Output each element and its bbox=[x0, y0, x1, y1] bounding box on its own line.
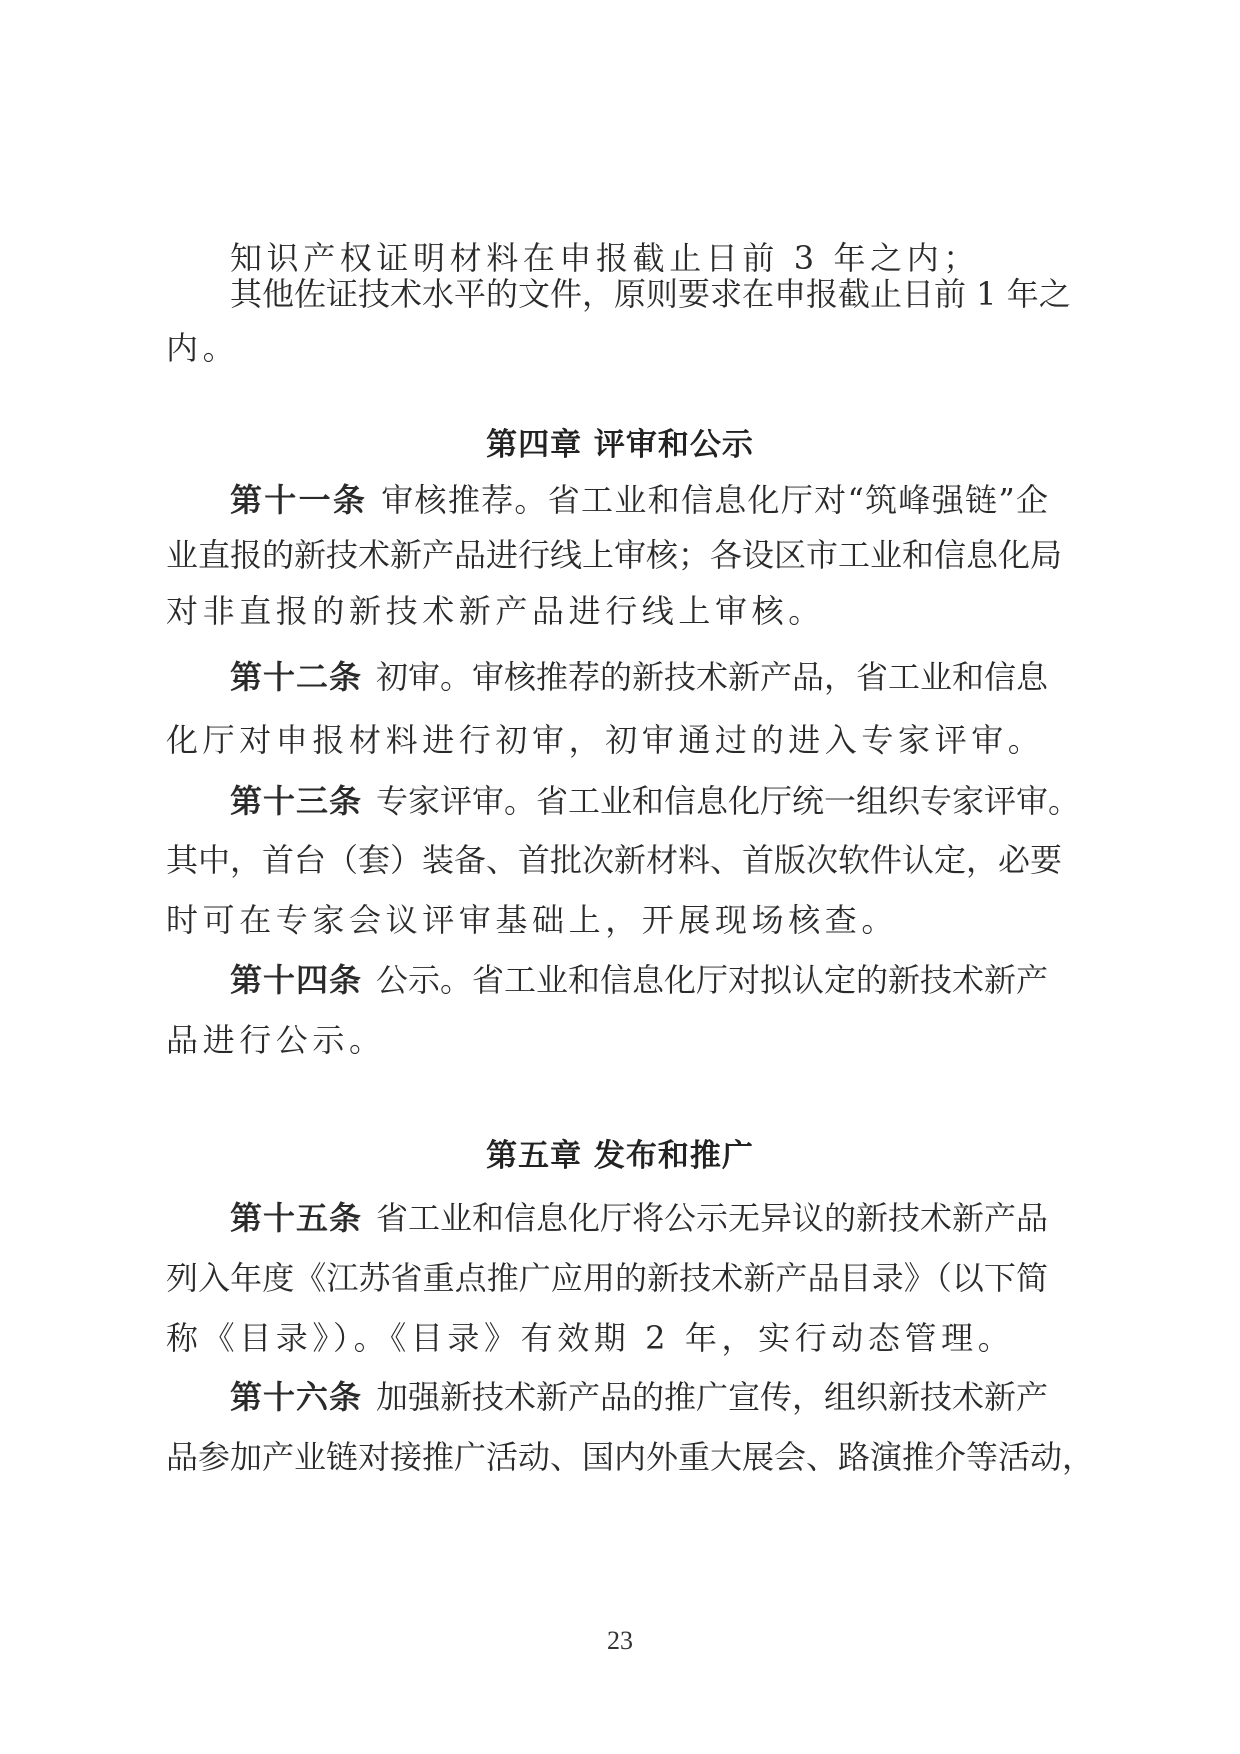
article-12-line bbox=[230, 657, 1048, 697]
article-text: 专家评审。省工业和信息化厅统一组织专家评审。 bbox=[376, 782, 1081, 820]
page-number: 23 bbox=[607, 1626, 633, 1655]
article-11-line bbox=[230, 480, 1048, 520]
article-label: 第十六条 bbox=[230, 1378, 363, 1416]
article-label: 第十一条 bbox=[230, 481, 368, 519]
article-text: 审核推荐。省工业和信息化厅对“筑峰强链”企 bbox=[381, 481, 1048, 519]
paragraph-line: 知识产权证明材料在申报截止日前 3 年之内； bbox=[230, 239, 980, 277]
paragraph-line: 品进行公示。 bbox=[166, 1021, 386, 1059]
article-text: 省工业和信息化厅将公示无异议的新技术新产品 bbox=[376, 1199, 1049, 1237]
paragraph-line: 内。 bbox=[166, 329, 240, 367]
article-label: 第十二条 bbox=[230, 658, 363, 696]
paragraph-line: 品参加产业链对接推广活动、国内外重大展会、路演推介等活动， bbox=[166, 1438, 1095, 1476]
paragraph-line: 对非直报的新技术新产品进行线上审核。 bbox=[166, 592, 825, 630]
paragraph-line: 其他佐证技术水平的文件，原则要求在申报截止日前 1 年之 bbox=[230, 275, 1071, 313]
paragraph-line: 化厅对申报材料进行初审，初审通过的进入专家评审。 bbox=[166, 721, 1045, 759]
paragraph-line: 业直报的新技术新产品进行线上审核；各设区市工业和信息化局 bbox=[166, 536, 1063, 574]
article-14-line bbox=[230, 960, 1048, 1000]
article-13-line bbox=[230, 781, 1081, 821]
article-label: 第十五条 bbox=[230, 1199, 363, 1237]
article-text: 初审。审核推荐的新技术新产品，省工业和信息 bbox=[376, 658, 1049, 696]
article-label: 第十四条 bbox=[230, 961, 363, 999]
article-label: 第十三条 bbox=[230, 782, 363, 820]
article-16-line bbox=[230, 1377, 1048, 1417]
article-15-line bbox=[230, 1198, 1048, 1238]
paragraph-line: 称《目录》）。《目录》有效期 2 年，实行动态管理。 bbox=[166, 1319, 1015, 1357]
article-text: 公示。省工业和信息化厅对拟认定的新技术新产 bbox=[376, 961, 1049, 999]
chapter-heading: 第五章 发布和推广 bbox=[486, 1138, 754, 1174]
paragraph-line: 时可在专家会议评审基础上，开展现场核查。 bbox=[166, 901, 899, 939]
chapter-heading: 第四章 评审和公示 bbox=[486, 427, 754, 463]
paragraph-line: 列入年度《江苏省重点推广应用的新技术新产品目录》（以下简 bbox=[166, 1259, 1048, 1297]
paragraph-line: 其中，首台（套）装备、首批次新材料、首版次软件认定，必要 bbox=[166, 841, 1063, 879]
article-text: 加强新技术新产品的推广宣传，组织新技术新产 bbox=[376, 1378, 1049, 1416]
